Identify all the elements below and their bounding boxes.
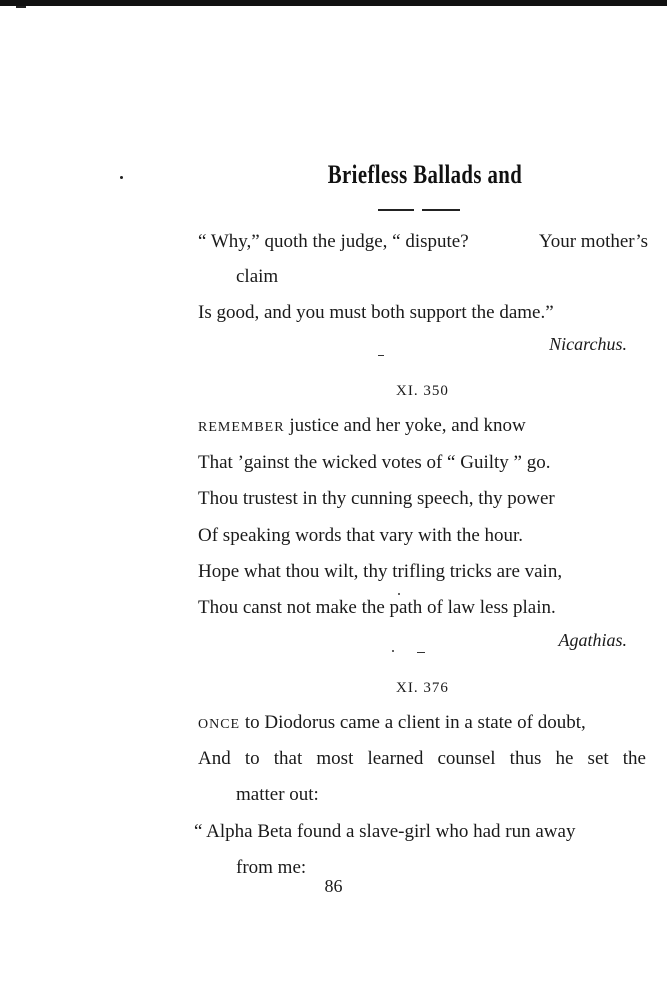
poem1-line1-part1: “ Why,” quoth the judge, “ dispute? bbox=[198, 231, 469, 252]
poem1-line1-part2: Your mother’s bbox=[538, 231, 648, 252]
running-header: Briefless Ballads and bbox=[327, 160, 523, 189]
poem2-line5: Hope what thou wilt, thy trifling tricks are vain, bbox=[198, 561, 563, 582]
poem2-line1-rest: justice and her yoke, and know bbox=[284, 415, 526, 436]
poem3-line2-cont: matter out: bbox=[236, 784, 319, 805]
word: set bbox=[587, 748, 609, 769]
stray-dot bbox=[120, 176, 123, 179]
word: that bbox=[273, 748, 303, 769]
poem2-line2: That ’gainst the wicked votes of “ Guilty ” go. bbox=[198, 452, 551, 473]
poem3-line2 bbox=[198, 749, 646, 768]
word: most bbox=[316, 748, 354, 769]
header-ornament-rule-right bbox=[422, 209, 460, 211]
poem1-line1 bbox=[198, 232, 648, 251]
page-number: 86 bbox=[324, 876, 343, 896]
word: learned bbox=[367, 748, 424, 769]
poem3-number: XI. 376 bbox=[396, 680, 449, 696]
ink-speck bbox=[398, 593, 400, 595]
ink-speck bbox=[392, 650, 394, 652]
top-edge-mark bbox=[16, 6, 26, 8]
header-ornament-rule-left bbox=[378, 209, 414, 211]
word: the bbox=[622, 748, 646, 769]
word: he bbox=[555, 748, 574, 769]
poem2-line3: Thou trustest in thy cunning speech, thy power bbox=[198, 488, 555, 509]
word: And bbox=[198, 748, 231, 769]
poem3-line1 bbox=[198, 713, 586, 732]
word: thus bbox=[509, 748, 542, 769]
word: counsel bbox=[437, 748, 496, 769]
poem2-number: XI. 350 bbox=[396, 383, 449, 399]
poem2-line6: Thou canst not make the path of law less plain. bbox=[198, 597, 556, 618]
poem1-line2: Is good, and you must both support the dame.” bbox=[198, 302, 554, 323]
poem3-line3: “ Alpha Beta found a slave-girl who had run away bbox=[194, 821, 576, 842]
poem3-line3-cont: from me: bbox=[236, 857, 307, 878]
section-divider-mark bbox=[378, 355, 384, 356]
poem3-first-word: ONCE bbox=[198, 717, 241, 732]
poem2-first-word: REMEMBER bbox=[198, 420, 285, 435]
poem2-line1 bbox=[198, 416, 526, 435]
poem2-line4: Of speaking words that vary with the hour. bbox=[198, 525, 524, 546]
poem1-line1-cont: claim bbox=[236, 266, 279, 287]
poem2-author: Agathias. bbox=[558, 630, 627, 650]
top-edge-rule bbox=[0, 0, 667, 6]
word: to bbox=[244, 748, 260, 769]
section-divider-mark bbox=[417, 652, 425, 653]
poem3-line1-rest: to Diodorus came a client in a state of doubt, bbox=[240, 712, 586, 733]
poem1-author: Nicarchus. bbox=[549, 334, 627, 354]
